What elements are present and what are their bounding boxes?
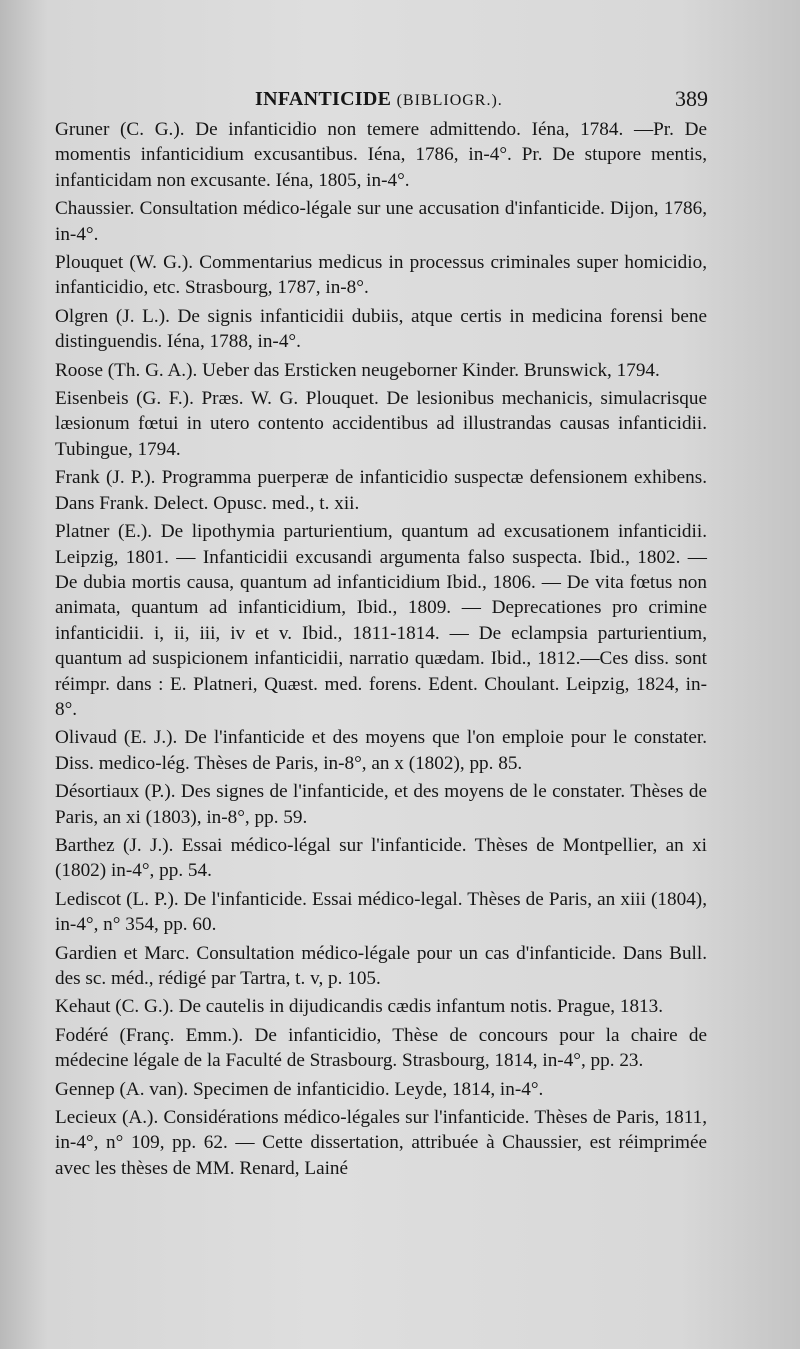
bibliography-entry: Lediscot (L. P.). De l'infanticide. Essai médico-legal. Thèses de Paris, an xiii (1804), in-4°, n° 354, pp. 60. — [55, 888, 707, 936]
bibliography-entry: Gruner (C. G.). De infanticidio non temere admittendo. Iéna, 1784. —Pr. De momentis infanticidium excusantibus. Iéna, 1786, in-4°. Pr. De stupore mentis, infanticidam non excusante. Iéna, 1805, in-4°. — [55, 119, 707, 191]
bibliography-entry: Frank (J. P.). Programma puerperæ de infanticidio suspectæ defensionem exhibens. Dans Frank. Delect. Opusc. med., t. xii. — [55, 467, 707, 514]
bibliography-entry: Gardien et Marc. Consultation médico-légale pour un cas d'infanticide. Dans Bull. des sc. méd., rédigé par Tartra, t. v, p. 105. — [55, 942, 707, 989]
bibliography-entry: Olgren (J. L.). De signis infanticidii dubiis, atque certis in medicina forensi bene distinguendis. Iéna, 1788, in-4°. — [55, 305, 707, 353]
bibliography-entry: Platner (E.). De lipothymia parturientium, quantum ad excusationem infanticidii. Leipzig, 1801. — Infanticidii excusandi argumenta falso suspecta. Ibid., 1802. — De dubia mortis causa, quantum ad infanticidium Ibid., 1806. — De vita fœtus non animata, quantum ad infanticidium, Ibid., 1809. — Deprecationes pro crimine infanticidii. i, ii, iii, iv et v. Ibid., 1811-1814. — De eclampsia parturientium, quantum ad suspicionem infanticidii, narratio quædam. Ibid., 1812.—Ces diss. sont réimpr. dans : E. Platneri, Quæst. med. forens. Edent. Choulant. Leipzig, 1824, in-8°. — [55, 521, 707, 720]
bibliography-entry: Eisenbeis (G. F.). Præs. W. G. Plouquet. De lesionibus mechanicis, simulacrisque læsionum fœtui in utero contento accidentibus ad illustrandas causas infanticidii. Tubingue, 1794. — [55, 388, 707, 460]
bibliography-entry: Barthez (J. J.). Essai médico-légal sur l'infanticide. Thèses de Montpellier, an xi (1802) in-4°, pp. 54. — [55, 834, 707, 882]
page-header — [0, 88, 800, 118]
bibliography-list — [55, 117, 707, 1184]
bibliography-entry: Plouquet (W. G.). Commentarius medicus in processus criminales super homicidio, infanticidio, etc. Strasbourg, 1787, in-8°. — [55, 252, 707, 299]
running-head — [255, 88, 503, 111]
bibliography-entry: Désortiaux (P.). Des signes de l'infanticide, et des moyens de le constater. Thèses de Paris, an xi (1803), in-8°, pp. 59. — [55, 781, 707, 828]
bibliography-entry: Roose (Th. G. A.). Ueber das Ersticken neugeborner Kinder. Brunswick, 1794. — [55, 359, 660, 381]
bibliography-entry: Lecieux (A.). Considérations médico-légales sur l'infanticide. Thèses de Paris, 1811, in-4°, n° 109, pp. 62. — Cette dissertation, attribuée à Chaussier, est réimprimée avec les thèses de MM. Renard, Lainé — [55, 1107, 707, 1179]
running-head-title: INFANTICIDE — [255, 88, 392, 110]
page-number: 389 — [675, 86, 708, 111]
bibliography-entry: Kehaut (C. G.). De cautelis in dijudicandis cædis infantum notis. Prague, 1813. — [55, 996, 664, 1018]
running-head-subtitle: (BIBLIOGR.). — [396, 92, 503, 109]
bibliography-entry: Chaussier. Consultation médico-légale sur une accusation d'infanticide. Dijon, 1786, in-4°. — [55, 198, 707, 245]
bibliography-entry: Gennep (A. van). Specimen de infanticidio. Leyde, 1814, in-4°. — [55, 1078, 544, 1100]
bibliography-entry: Olivaud (E. J.). De l'infanticide et des moyens que l'on emploie pour le constater. Diss. medico-lég. Thèses de Paris, in-8°, an x (1802), pp. 85. — [55, 727, 707, 774]
bibliography-entry: Fodéré (Franç. Emm.). De infanticidio, Thèse de concours pour la chaire de médecine légale de la Faculté de Strasbourg. Strasbourg, 1814, in-4°, pp. 23. — [55, 1024, 707, 1072]
